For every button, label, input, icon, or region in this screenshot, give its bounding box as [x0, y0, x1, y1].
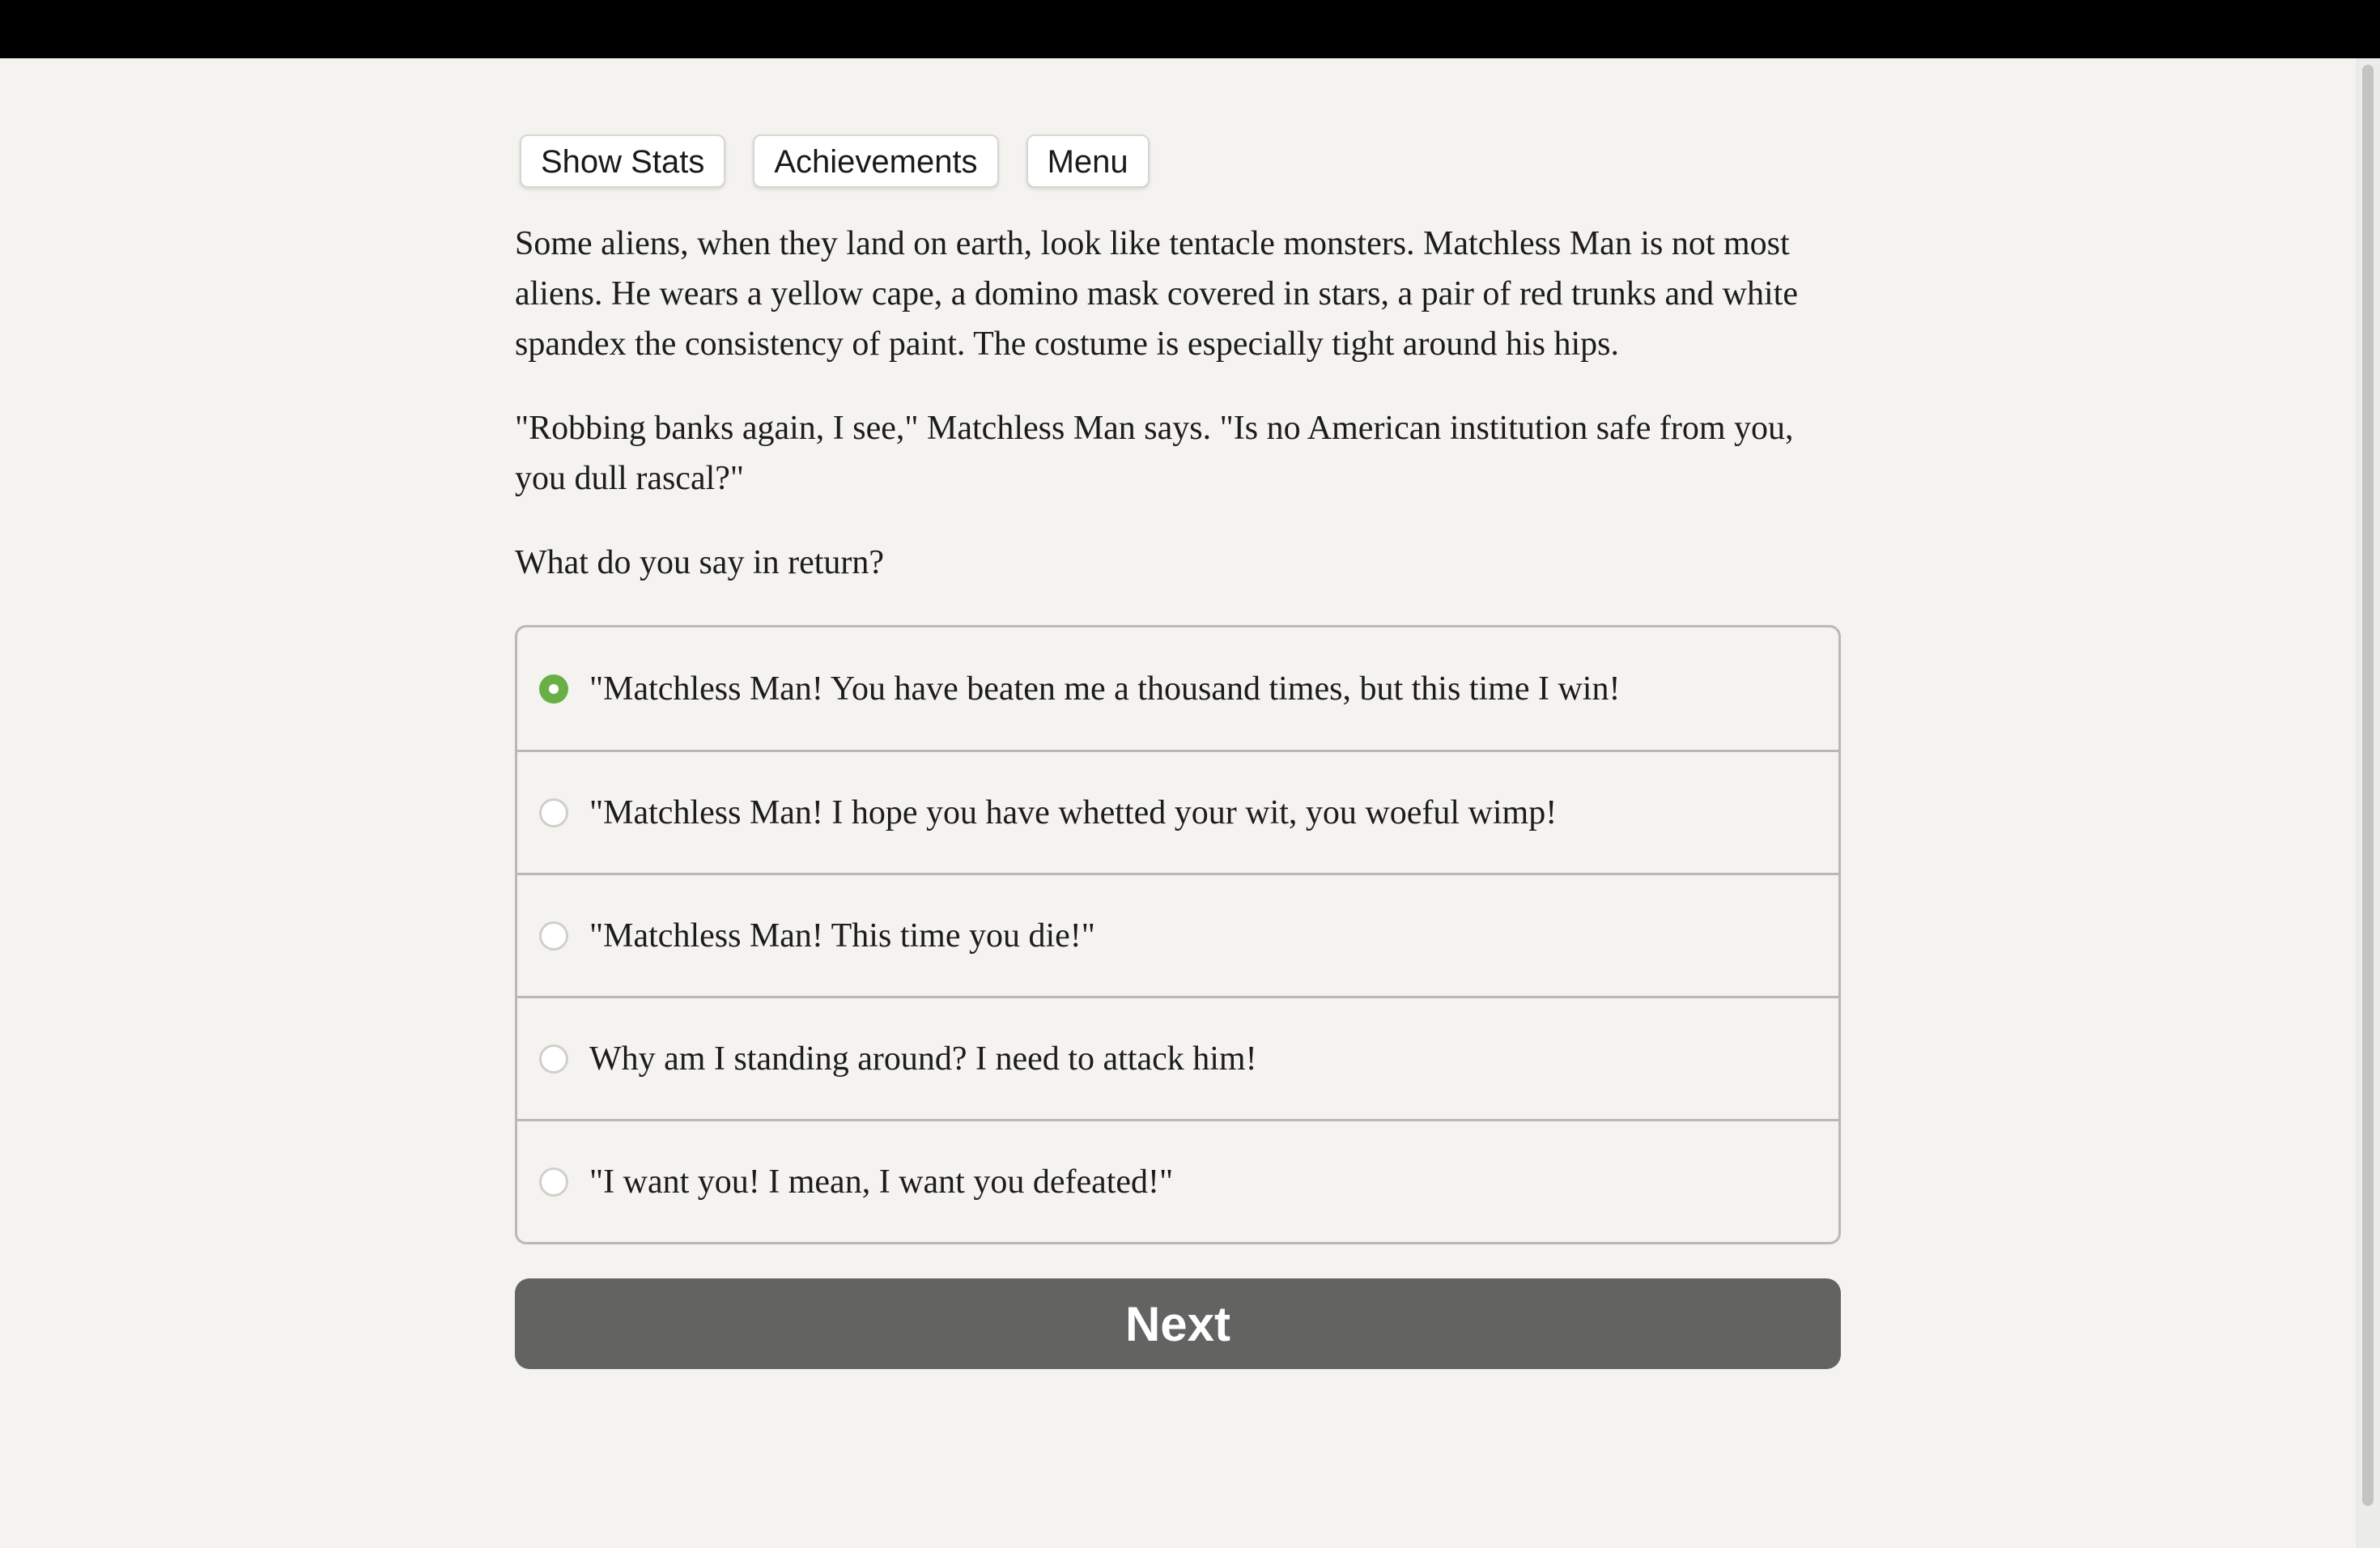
show-stats-button[interactable]: Show Stats — [520, 134, 725, 188]
radio-unselected-icon[interactable] — [539, 798, 568, 827]
choice-option[interactable] — [517, 873, 1838, 996]
achievements-button[interactable]: Achievements — [753, 134, 998, 188]
choice-option[interactable] — [517, 996, 1838, 1119]
choice-option[interactable] — [517, 1119, 1838, 1242]
scrollbar[interactable] — [2357, 58, 2380, 1548]
choice-label: "Matchless Man! I hope you have whetted your wit, you woeful wimp! — [589, 793, 1558, 831]
scrollbar-thumb[interactable] — [2362, 65, 2374, 1506]
game-container — [515, 134, 1841, 1369]
choice-label: Why am I standing around? I need to attack him! — [589, 1040, 1257, 1078]
radio-unselected-icon[interactable] — [539, 921, 568, 950]
choice-option[interactable] — [517, 627, 1838, 750]
choice-option[interactable] — [517, 750, 1838, 873]
story-paragraph: Some aliens, when they land on earth, look like tentacle monsters. Matchless Man is not most aliens. He wears a yellow cape, a domino mask covered in stars, a pair of red trunks and white spandex the consistency of paint. The costume is especially tight around his hips. — [515, 225, 1798, 363]
question-text: What do you say in return? — [515, 544, 885, 581]
choice-label: "I want you! I mean, I want you defeated!" — [589, 1163, 1174, 1201]
story-text — [515, 219, 1841, 588]
toolbar — [520, 134, 1841, 188]
menu-button[interactable]: Menu — [1026, 134, 1150, 188]
choice-list — [515, 625, 1841, 1244]
next-button[interactable]: Next — [515, 1278, 1841, 1369]
radio-unselected-icon[interactable] — [539, 1167, 568, 1197]
radio-unselected-icon[interactable] — [539, 1044, 568, 1074]
choice-label: "Matchless Man! You have beaten me a thousand times, but this time I win! — [589, 670, 1621, 708]
radio-selected-icon[interactable] — [539, 674, 568, 704]
story-paragraph: "Robbing banks again, I see," Matchless Man says. "Is no American institution safe from you, you dull rascal?" — [515, 410, 1794, 497]
choice-label: "Matchless Man! This time you die!" — [589, 916, 1095, 955]
browser-top-bar — [0, 0, 2380, 58]
